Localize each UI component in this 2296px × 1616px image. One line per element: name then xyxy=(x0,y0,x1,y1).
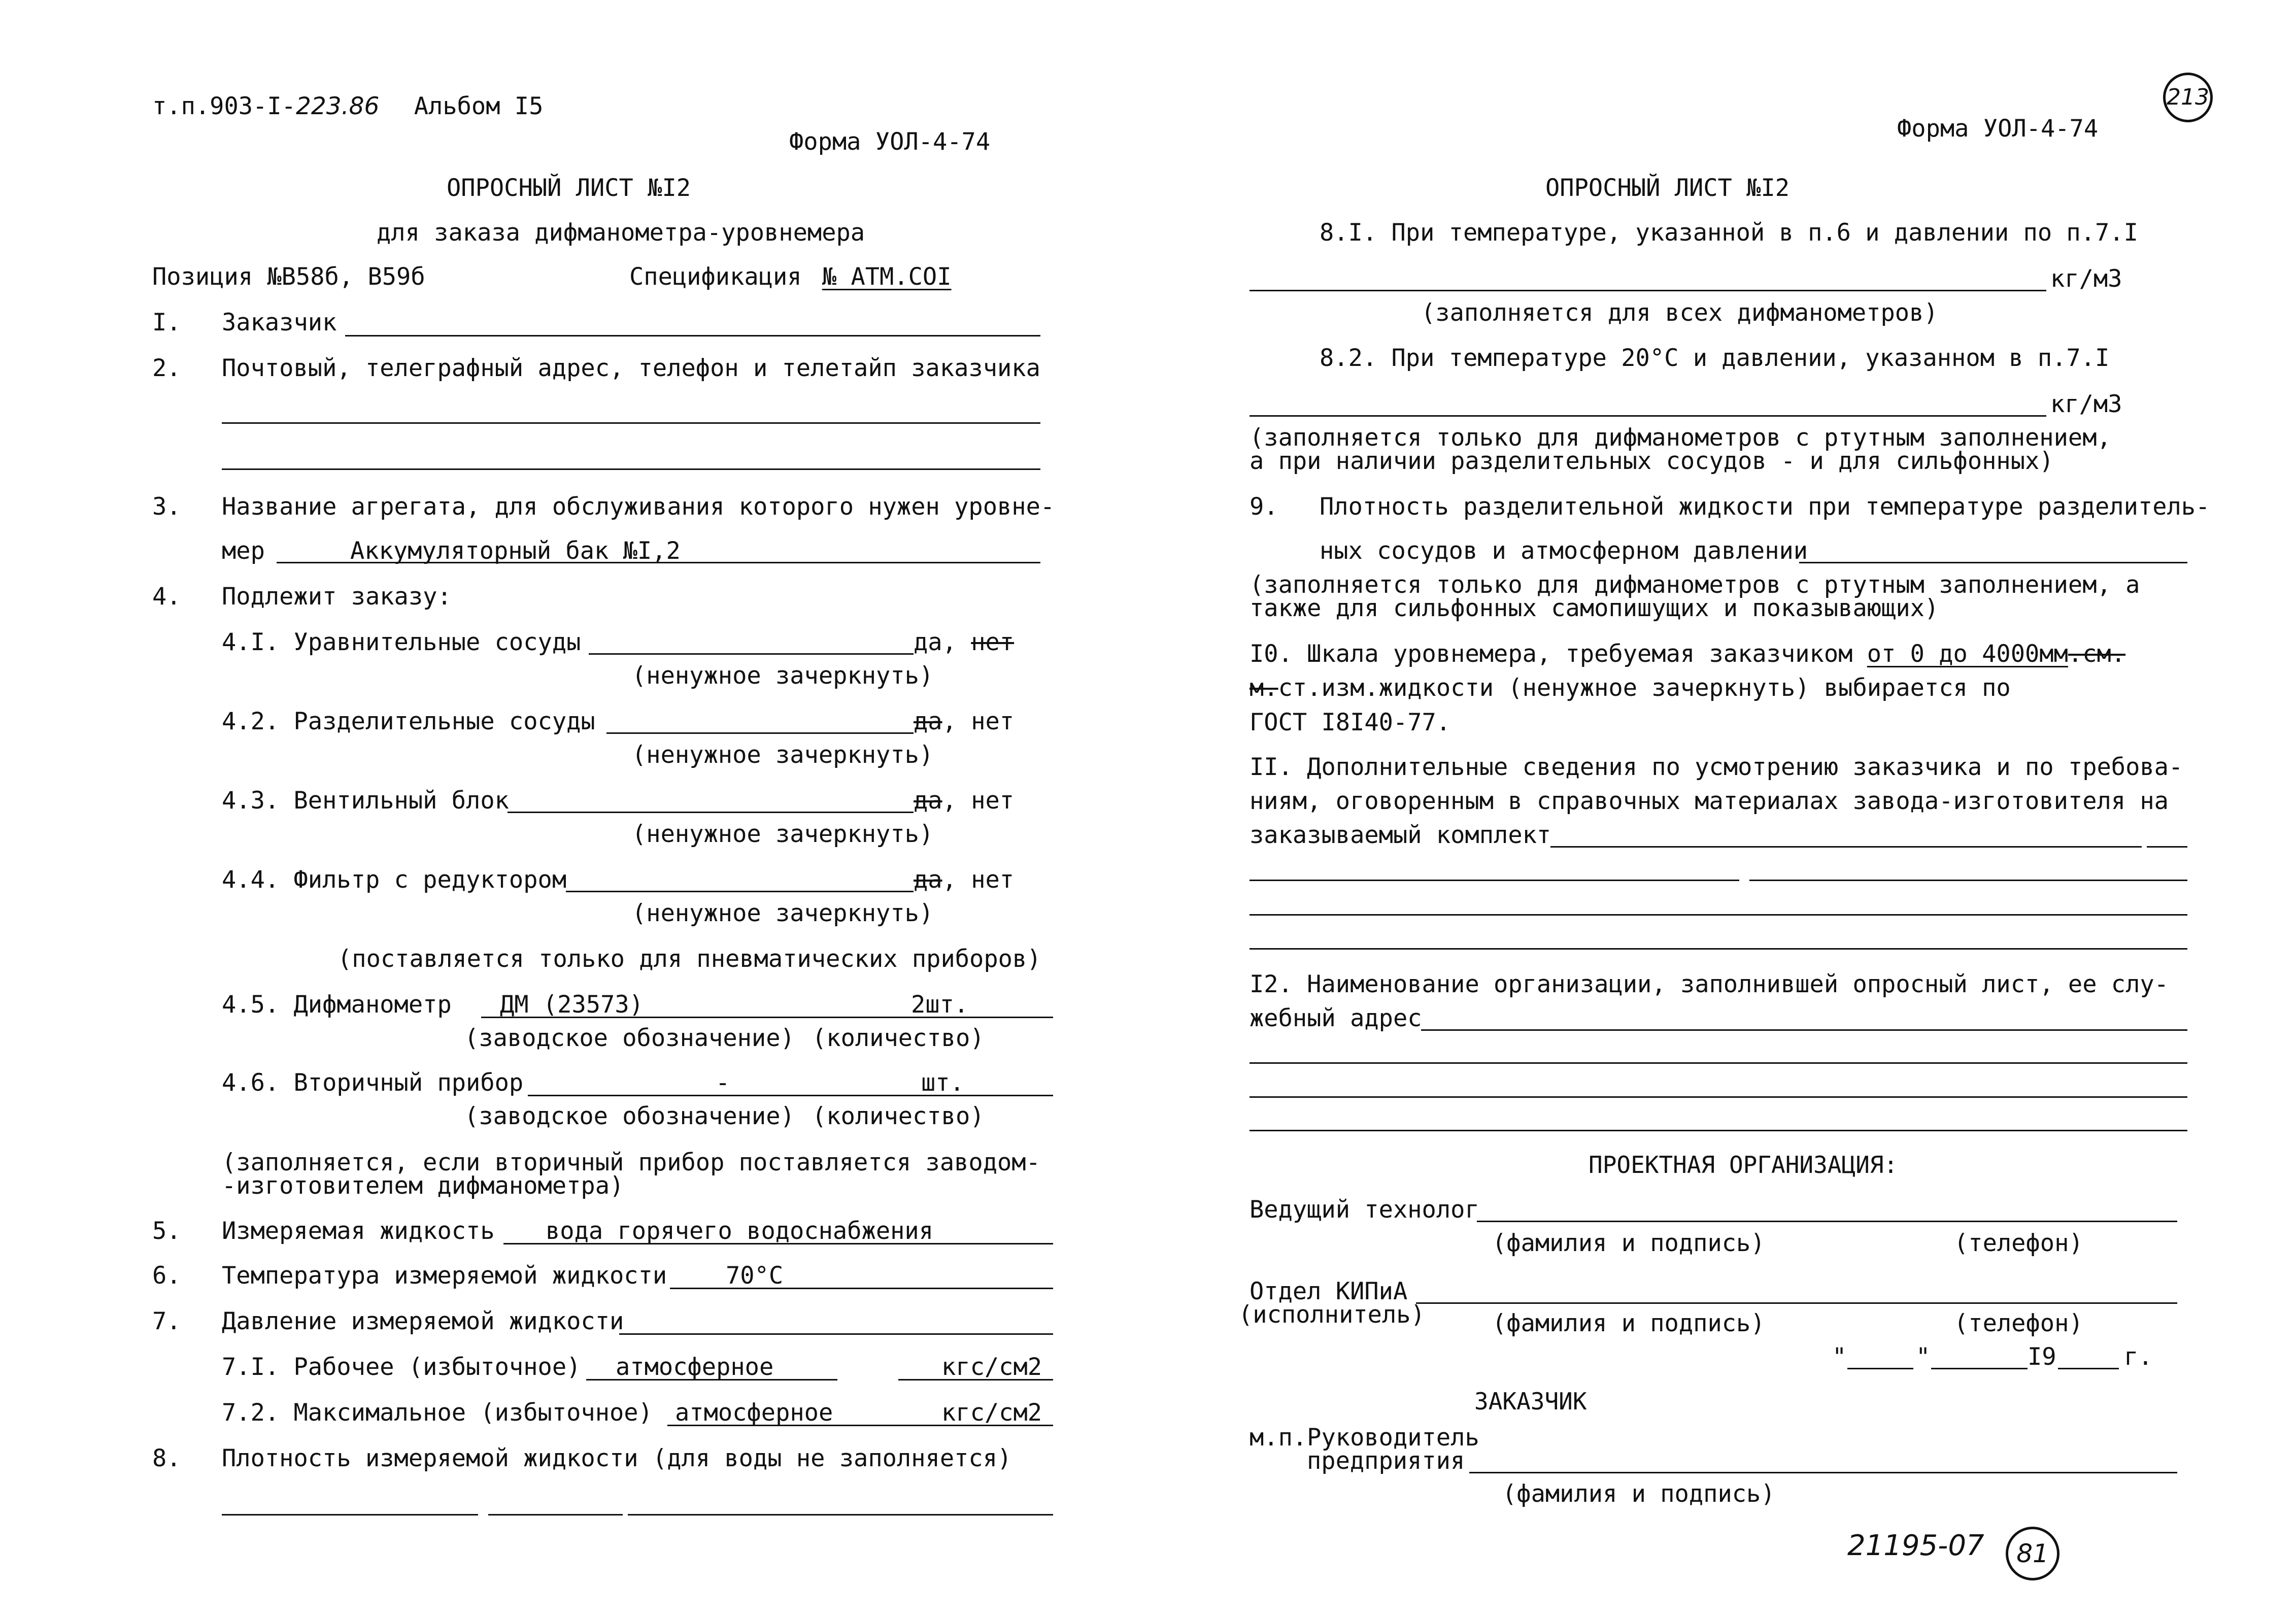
cross-out-hint: (ненужное зачеркнуть) xyxy=(632,741,934,769)
differential-gauge-model: ДМ (23573) xyxy=(500,991,644,1019)
density-unit: кг/м3 xyxy=(2050,390,2122,418)
item-8-number: 8. xyxy=(152,1444,181,1472)
date-open-quote: " xyxy=(1832,1343,1847,1371)
max-pressure-value: атмосферное xyxy=(675,1399,833,1427)
form-code: Форма УОЛ-4-74 xyxy=(789,128,991,156)
no-option-struck: нет xyxy=(971,628,1015,656)
item-4-3-fill-line xyxy=(508,812,914,813)
date-day-line xyxy=(1847,1368,1913,1369)
item-12-fill-line-3 xyxy=(1250,1096,2187,1098)
item-8-1-fill-line xyxy=(1250,290,2046,291)
name-signature-caption: (фамилия и подпись) xyxy=(1502,1480,1775,1508)
density-unit: кг/м3 xyxy=(2050,265,2122,293)
item-9-number: 9. xyxy=(1250,493,1278,521)
item-4-4-label: 4.4. Фильтр с редуктором xyxy=(222,866,567,894)
sheet-number: 81 xyxy=(2016,1539,2049,1568)
item-1-number: I. xyxy=(152,309,181,336)
doc-reference-handwritten: 223.86 xyxy=(295,92,380,120)
quantity-caption: (количество) xyxy=(812,1024,985,1052)
yes-option-struck: да xyxy=(914,708,942,735)
item-11-label-cont-2: заказываемый комплект xyxy=(1250,821,1551,849)
item-5-number: 5. xyxy=(152,1217,181,1245)
item-5-liquid-label: Измеряемая жидкость xyxy=(222,1217,495,1245)
scale-unit-struck: .см. xyxy=(2068,640,2126,668)
cross-out-hint: (ненужное зачеркнуть) xyxy=(632,820,934,848)
address-fill-line-1 xyxy=(222,422,1040,424)
item-4-1-fill-line xyxy=(589,653,914,655)
comma: , xyxy=(942,708,957,735)
item-7-number: 7. xyxy=(152,1307,181,1335)
name-signature-caption: (фамилия и подпись) xyxy=(1492,1229,1765,1257)
no-option: нет xyxy=(971,708,1015,735)
item-4-2-fill-line xyxy=(606,732,914,734)
handwritten-doc-number: 21195-07 xyxy=(1847,1529,1984,1562)
secondary-device-model: - xyxy=(716,1069,730,1097)
density-fill-line-b xyxy=(488,1514,623,1516)
item-7-1-label: 7.I. Рабочее (избыточное) xyxy=(222,1353,581,1381)
scale-unit-struck-2: м. xyxy=(1250,674,1278,702)
item-4-1-label: 4.I. Уравнительные сосуды xyxy=(222,628,581,656)
enterprise-head-fill-line xyxy=(1469,1472,2177,1473)
gost-reference: ГОСТ I8I40-77. xyxy=(1250,709,1451,736)
item-7-pressure-label: Давление измеряемой жидкости xyxy=(222,1307,624,1335)
no-option: нет xyxy=(971,787,1015,815)
address-fill-line-2 xyxy=(222,468,1040,470)
secondary-note-line-2: -изготовителем дифманометра) xyxy=(222,1172,624,1200)
item-4-3-label: 4.3. Вентильный блок xyxy=(222,787,509,815)
comma: , xyxy=(942,866,957,894)
quantity-caption: (количество) xyxy=(812,1102,985,1130)
density-fill-line-a xyxy=(222,1514,478,1516)
item-4-2-label: 4.2. Разделительные сосуды xyxy=(222,708,595,735)
page-title: ОПРОСНЫЙ ЛИСТ №I2 xyxy=(1545,174,1790,202)
secondary-device-quantity: шт. xyxy=(921,1069,964,1097)
factory-code-caption: (заводское обозначение) xyxy=(464,1024,795,1052)
item-8-2-fill-line xyxy=(1250,415,2046,417)
temperature-value: 70°С xyxy=(726,1262,784,1290)
item-4-3-choice xyxy=(914,789,1014,813)
yes-option-struck: да xyxy=(914,866,942,894)
item-6-temperature-label: Температура измеряемой жидкости xyxy=(222,1262,667,1290)
item-11-label: II. Дополнительные сведения по усмотрению заказчика и по требова- xyxy=(1250,753,2183,781)
phone-caption: (телефон) xyxy=(1954,1229,2083,1257)
date-year-suffix: г. xyxy=(2124,1343,2153,1371)
position-field: Позиция №В58б, В59б xyxy=(152,263,425,291)
item-12-fill-line-1 xyxy=(1421,1029,2187,1031)
cross-out-hint: (ненужное зачеркнуть) xyxy=(632,662,934,690)
secondary-note-line-1: (заполняется, если вторичный прибор поставляется заводом- xyxy=(222,1149,1040,1176)
specification-field xyxy=(629,265,952,289)
instrumentation-fill-line xyxy=(1416,1302,2177,1304)
enterprise-head-label: м.п.Руководитель xyxy=(1250,1424,1479,1452)
yes-option: да xyxy=(914,628,942,656)
date-close-quote: " xyxy=(1916,1343,1931,1371)
item-8-2-label: 8.2. При температуре 20°С и давлении, указанном в п.7.I xyxy=(1320,344,2110,372)
sheet-number-circle xyxy=(2006,1527,2059,1580)
item-3-unit-label: Название агрегата, для обслуживания которого нужен уровне- xyxy=(222,493,1055,521)
item-9-label: Плотность разделительной жидкости при температуре разделитель- xyxy=(1320,493,2210,521)
item-4-1-choice xyxy=(914,630,1014,654)
item-11-label-cont: ниям, оговоренным в справочных материалах завода-изготовителя на xyxy=(1250,787,2169,815)
all-gauges-note: (заполняется для всех дифманометров) xyxy=(1421,299,1938,327)
cross-out-hint: (ненужное зачеркнуть) xyxy=(632,899,934,927)
executor-label: (исполнитель) xyxy=(1238,1301,1425,1329)
item-9-note-line-1: (заполняется только для дифманометров с ртутным заполнением, а xyxy=(1250,571,2140,599)
item-11-fill-line-1b xyxy=(2147,846,2187,848)
item-12-fill-line-4 xyxy=(1250,1130,2187,1131)
item-9-note-line-2: также для сильфонных самопишущих и показывающих) xyxy=(1250,594,1939,622)
working-pressure-unit: кгс/см2 xyxy=(941,1353,1042,1381)
page-subtitle: для заказа дифманометра-уровнемера xyxy=(377,219,865,247)
item-4-6-fill-line xyxy=(528,1095,1053,1096)
item-12-label: I2. Наименование организации, заполнившей опросный лист, ее слу- xyxy=(1250,970,2169,998)
page-stamp-number: 213 xyxy=(2167,84,2209,110)
doc-reference xyxy=(152,94,543,118)
page-title: ОПРОСНЫЙ ЛИСТ №I2 xyxy=(447,174,691,202)
density-fill-line-c xyxy=(628,1514,1053,1516)
item-10-line-2 xyxy=(1250,676,2011,700)
name-signature-caption: (фамилия и подпись) xyxy=(1492,1309,1765,1337)
item-2-number: 2. xyxy=(152,354,181,382)
enterprise-head-label-cont: предприятия xyxy=(1307,1447,1465,1475)
item-4-5-label: 4.5. Дифманометр xyxy=(222,991,452,1019)
item-9-label-cont: ных сосудов и атмосферном давлении xyxy=(1320,537,1808,565)
item-10-label: I0. Шкала уровнемера, требуемая заказчиком xyxy=(1250,640,1853,668)
date-year-line xyxy=(2058,1368,2119,1369)
specification-label: Спецификация xyxy=(629,263,802,291)
mercury-note-line-1: (заполняется только для дифманометров с ртутным заполнением, xyxy=(1250,424,2111,452)
differential-gauge-quantity: 2шт. xyxy=(911,991,969,1019)
phone-caption: (телефон) xyxy=(1954,1309,2083,1337)
item-4-4-fill-line xyxy=(566,891,914,892)
item-4-6-label: 4.6. Вторичный прибор xyxy=(222,1069,524,1097)
item-8-density-label: Плотность измеряемой жидкости (для воды не заполняется) xyxy=(222,1444,1012,1472)
item-3-unit-label-cont: мер xyxy=(222,537,265,565)
date-year-prefix: I9 xyxy=(2028,1343,2056,1371)
item-8-1-label: 8.I. При температуре, указанной в п.6 и давлении по п.7.I xyxy=(1320,219,2138,247)
item-2-address-label: Почтовый, телеграфный адрес, телефон и телетайп заказчика xyxy=(222,354,1040,382)
item-6-number: 6. xyxy=(152,1262,181,1290)
item-12-fill-line-2 xyxy=(1250,1062,2187,1064)
item-10-label-cont: ст.изм.жидкости (ненужное зачеркнуть) выбирается по xyxy=(1278,674,2011,702)
item-3-number: 3. xyxy=(152,493,181,521)
working-pressure-value: атмосферное xyxy=(616,1353,774,1381)
item-12-label-cont: жебный адрес xyxy=(1250,1004,1422,1032)
no-option: нет xyxy=(971,866,1015,894)
page-stamp-circle xyxy=(2163,73,2213,122)
form-code: Форма УОЛ-4-74 xyxy=(1897,115,2099,143)
item-9-fill-line xyxy=(1799,562,2187,563)
max-pressure-unit: кгс/см2 xyxy=(941,1399,1042,1427)
instrumentation-dept-label: Отдел КИПиА xyxy=(1250,1277,1408,1305)
item-11-fill-line-3 xyxy=(1250,914,2187,916)
item-4-2-choice xyxy=(914,710,1014,733)
design-org-heading: ПРОЕКТНАЯ ОРГАНИЗАЦИЯ: xyxy=(1589,1151,1898,1179)
scale-value: от 0 до 4000мм xyxy=(1867,640,2068,668)
factory-code-caption: (заводское обозначение) xyxy=(464,1102,795,1130)
item-10-line-1 xyxy=(1250,642,2125,666)
doc-reference-printed: т.п.903-I- xyxy=(152,92,296,120)
item-1-customer-label: Заказчик xyxy=(222,309,337,336)
mercury-note-line-2: а при наличии разделительных сосудов - и для сильфонных) xyxy=(1250,447,2054,475)
item-7-2-label: 7.2. Максимальное (избыточное) xyxy=(222,1399,653,1427)
lead-technologist-fill-line xyxy=(1477,1221,2177,1222)
lead-technologist-label: Ведущий технолог xyxy=(1250,1196,1479,1224)
customer-heading: ЗАКАЗЧИК xyxy=(1474,1388,1587,1415)
comma: , xyxy=(942,628,957,656)
item-4-number: 4. xyxy=(152,583,181,611)
item-11-fill-line-2a xyxy=(1250,880,1739,881)
customer-fill-line xyxy=(345,335,1040,336)
item-11-fill-line-1a xyxy=(1550,846,2142,848)
pneumatic-note: (поставляется только для пневматических приборов) xyxy=(337,945,1041,973)
item-4-4-choice xyxy=(914,868,1014,892)
item-11-fill-line-2b xyxy=(1749,880,2187,881)
unit-value: Аккумуляторный бак №I,2 xyxy=(350,537,681,565)
yes-option-struck: да xyxy=(914,787,942,815)
item-4-order-label: Подлежит заказу: xyxy=(222,583,452,611)
comma: , xyxy=(942,787,957,815)
item-11-fill-line-4 xyxy=(1250,948,2187,950)
liquid-value: вода горячего водоснабжения xyxy=(546,1217,934,1245)
pressure-fill-line xyxy=(619,1333,1053,1335)
specification-value: № АТМ.СОI xyxy=(822,263,952,291)
album-number: Альбом I5 xyxy=(414,92,544,120)
date-month-line xyxy=(1931,1368,2028,1369)
